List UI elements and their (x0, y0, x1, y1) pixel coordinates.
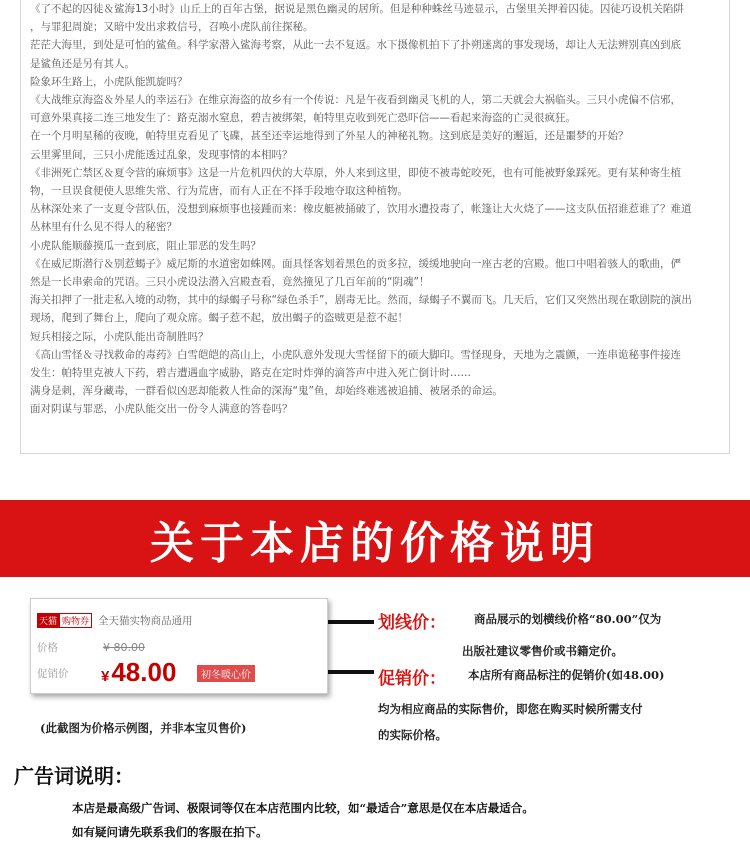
ad-words-title: 广告词说明： (14, 764, 134, 788)
description-line: 现场，爬到了舞台上，爬向了观众席。蝎子惹不起，放出蝎子的盗贼更是惹不起！ (30, 312, 408, 325)
description-line: 在一个月明星稀的夜晚，帕特里克看见了飞碟，甚至还幸运地得到了外星人的神秘礼物。这到底是美好的邂逅，还是噩梦的开始？ (30, 130, 629, 143)
description-line: 海关扣押了一批走私入境的动物，其中的绿蝎子号称“绿色杀手”，剧毒无比。然而，绿蝎子不翼而飞。几天后，它们又突然出现在歌剧院的演出 (30, 294, 692, 307)
promo-tag: 初冬暖心价 (197, 665, 255, 682)
description-line: 《大战维京海盗＆外星人的幸运石》在维京海盗的故乡有一个传说：凡是午夜看到幽灵飞机的人，第二天就会大祸临头。三只小虎偏不信邪， (30, 94, 681, 107)
price-example-card (30, 598, 328, 694)
description-line: 《高山雪怪＆寻找救命的毒药》白雪皑皑的高山上，小虎队意外发现大雪怪留下的硕大脚印。雪怪现身，天地为之震颤，一连串诡秘事件接连 (30, 348, 681, 361)
strike-price-text-1: 商品展示的划横线价格“80.00”仅为 (474, 612, 662, 626)
tmall-coupon-badge (37, 613, 193, 628)
orig-price-value: ¥ 80.00 (103, 641, 145, 654)
price-example-caption: (此截图为价格示例图，并非本宝贝售价) (40, 721, 247, 735)
description-line: 物，一旦误食便使人思维失常、行为荒唐，而有人正在不择手段地夺取这种植物。 (30, 185, 408, 198)
coupon-label: 购物券 (59, 613, 92, 628)
orig-price-label: 价格 (37, 642, 58, 654)
promo-price-term: 促销价： (378, 669, 446, 689)
promo-price-text-2: 均为相应商品的实际售价，即您在购买时候所需支付 (378, 702, 643, 716)
description-line: 是鲨鱼还是另有其人。 (30, 57, 135, 70)
description-line: ，与罪犯周旋；又暗中发出求救信号，召唤小虎队前往探秘。 (30, 21, 314, 34)
description-line: 《在威尼斯潜行＆别惹蝎子》威尼斯的水道密如蛛网。面具怪客划着黑色的贡多拉，缓缓地驶向一座古老的宫殿。他口中唱着骇人的歌曲，俨 (30, 257, 681, 270)
description-line: 丛林深处来了一支夏令营队伍，没想到麻烦事也接踵而来：橡皮艇被捅破了，饮用水遭投毒了，帐篷让大火烧了——这支队伍招谁惹谁了？难道 (30, 203, 692, 216)
promo-price-text-3: 的实际价格。 (378, 728, 447, 742)
description-line: 丛林里有什么见不得人的秘密？ (30, 221, 177, 234)
ad-words-line-2: 如有疑问请先联系我们的客服在拍下。 (72, 825, 268, 839)
description-line: 面对阴谋与罪恶，小虎队能交出一份令人满意的答卷吗？ (30, 403, 293, 416)
tmall-logo: 天猫 (37, 613, 59, 628)
description-line: 险象环生路上，小虎队能凯旋吗？ (30, 75, 188, 88)
description-line: 《了不起的囚徒＆鲨海13小时》山丘上的百年古堡，据说是黑色幽灵的居所。但是种种蛛丝马迹显示，古堡里关押着囚徒。囚徒巧设机关陷阱 (30, 3, 684, 15)
strike-price-term: 划线价： (378, 613, 446, 633)
sale-price-value (101, 657, 176, 688)
currency-symbol: ¥ (101, 668, 110, 685)
ad-words-line-1: 本店是最高级广告词、极限词等仅在本店范围内比较，如“最适合”意思是仅在本店最适合。 (72, 801, 534, 815)
sale-price-number: 48.00 (111, 657, 177, 687)
description-line: 短兵相接之际，小虎队能出奇制胜吗？ (30, 330, 209, 343)
description-line: 茫茫大海里，到处是可怕的鲨鱼。科学家潜入鲨海考察，从此一去不复返。水下摄像机拍下了扑朔迷离的事发现场，却让人无法辨别真凶到底 (30, 39, 681, 52)
description-line: 发生：帕特里克被人下药，碧吉遭遇血字威胁，路克在定时炸弹的滴答声中进入死亡倒计时…… (30, 367, 471, 380)
sale-price-label: 促销价 (37, 668, 69, 680)
description-line: 小虎队能顺藤摸瓜一查到底，阻止罪恶的发生吗？ (30, 239, 261, 252)
description-line: 满身是刺，浑身藏毒，一群看似凶恶却能救人性命的深海“鬼”鱼，却始终难逃被追捕、被屠杀的命运。 (30, 385, 503, 398)
description-line: 然是一长串索命的咒语。三只小虎设法潜入宫殿查看，竟然撞见了几百年前的“阴魂”！ (30, 276, 430, 289)
promo-price-text-1: 本店所有商品标注的促销价(如48.00) (468, 668, 665, 682)
strike-price-text-2: 出版社建议零售价或书籍定价。 (462, 644, 623, 658)
banner-title: 关于本店的价格说明 (150, 517, 600, 569)
description-line: 云里雾里间，三只小虎能透过乱象，发现事情的本相吗？ (30, 148, 293, 161)
coupon-note: 全天猫实物商品通用 (98, 615, 193, 627)
description-line: 可意外果真接二连三地发生了：路克溺水窒息，碧吉被绑架，帕特里克收到死亡恐吓信——看起来海盗的亡灵很疯狂。 (30, 112, 576, 125)
description-line: 《非洲死亡禁区＆夏令营的麻烦事》这是一片危机四伏的大草原，外人来到这里，即使不被毒蛇咬死，也有可能被野象踩死。更有某种寄生植 (30, 166, 681, 179)
